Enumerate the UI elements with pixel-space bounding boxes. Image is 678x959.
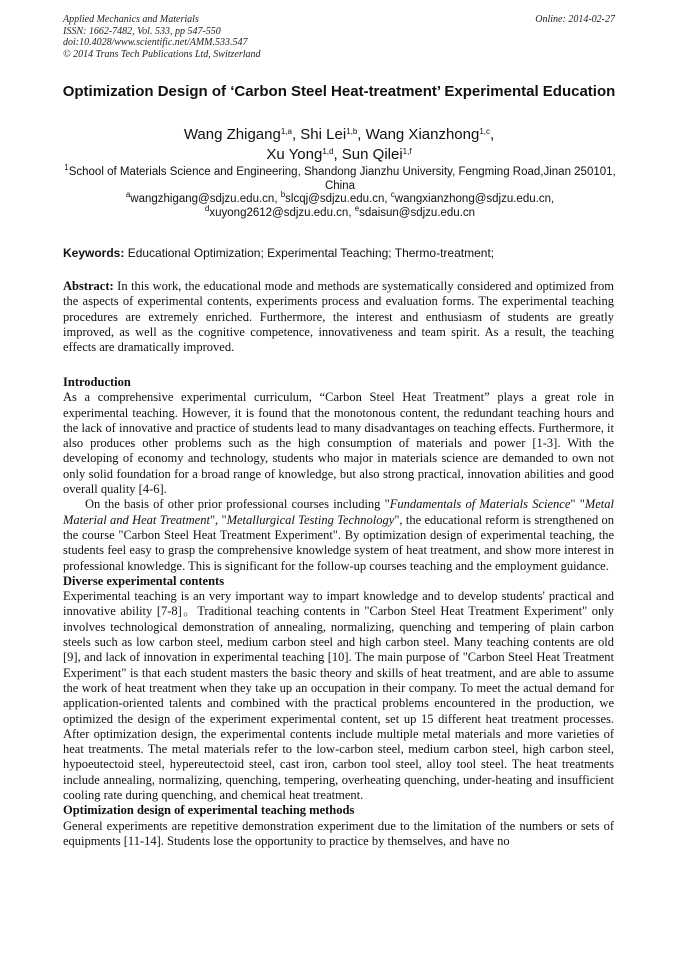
author-name: Xu Yong xyxy=(266,146,323,163)
email-link[interactable]: slcqj@sdjzu.edu.cn xyxy=(285,193,385,205)
keywords xyxy=(63,246,619,260)
email-superscript: b xyxy=(280,190,286,199)
affiliation-superscript: 1 xyxy=(64,163,69,172)
online-date: Online: 2014-02-27 xyxy=(535,14,615,25)
introduction-heading: Introduction xyxy=(63,375,131,389)
journal-name: Applied Mechanics and Materials xyxy=(63,14,199,25)
text-run: On the basis of other prior professional courses including " xyxy=(85,497,390,512)
author-name: Shi Lei xyxy=(300,126,347,143)
introduction-paragraph-1: As a comprehensive experimental curriculum, “Carbon Steel Heat Treatment” plays a great role in experimental teaching. However, it is found that the monotonous content, the redundant teaching hours and the lack of innovative and practice of students lead to many disadvantages on teaching effects. Furthermore, it also produces other problems such as the high consumption of materials and power [1-3]. With the developing of economy and technology, students who major in materials science are demanded to own not only solid foundation for a broad range of knowledge, but also strong practical, innovation abilities and good overall quality [4-6]. xyxy=(63,390,614,497)
doi-line: doi:10.4028/www.scientific.net/AMM.533.547 xyxy=(63,37,248,48)
email-link[interactable]: sdaisun@sdjzu.edu.cn xyxy=(359,206,476,219)
author-name: Wang Zhigang xyxy=(183,126,281,143)
email-superscript: d xyxy=(204,203,210,213)
course-title: Metallurgical Testing Technology xyxy=(226,512,395,527)
email-link[interactable]: wangzhigang@sdjzu.edu.cn xyxy=(130,193,275,205)
page-header xyxy=(63,14,615,60)
email-link[interactable]: wangxianzhong@sdjzu.edu.cn xyxy=(394,193,551,205)
diverse-contents-paragraph: Experimental teaching is an very important way to impart knowledge and to develop students' practical and innovative ability [7-8]。Traditional teaching contents in "Carbon Steel Heat Treatment Experiment" only involves technological demonstration of annealing, normalizing, quenching and tempering of plain carbon steels such as low carbon steel, medium carbon steel and high carbon steel. Many teaching contents are old [9], and lack of innovation in experimental teaching [10]. The main purpose of "Carbon Steel Heat Treatment Experiment" is that each student masters the basic theory and skills of heat treatment, and are able to assume the work of heat treatment when they take up an occupation in their company. To meet the actual demand for application-oriented talents and combined with the practical problems encountered in the production, we optimized the design of the experiment experimental content, set up 15 different heat treatment processes. After optimization design, the experimental contents include multiple metal materials and more varieties of heat treatments. The metal materials refer to the low-carbon steel, medium carbon steel, high carbon steel, hypoeutectoid steel, hypereutectoid steel, cast iron, carbon tool steel, alloy tool steel. The heat treatments include annealing, normalizing, quenching, tempering, overheating quenching, under-heating and insufficient cooling rate during quenching, and chemical heat treatment. xyxy=(63,589,614,803)
abstract-text: In this work, the educational mode and methods are systematically considered and optimized from the aspects of experimental contents, experiments process and evaluation forms. The experimental teaching procedures are extremely enriched. Furthermore, the interest and enthusiasm of students are greatly improved, as well as the cognitive competence, innovativeness and team spirit. As a result, the teaching effects are dramatically improved. xyxy=(63,279,615,355)
abstract xyxy=(63,279,614,355)
affiliation xyxy=(62,163,618,193)
course-title: Fundamentals of Materials Science xyxy=(389,497,571,512)
email-superscript: c xyxy=(390,190,395,199)
email-superscript: a xyxy=(125,190,131,199)
optimization-heading: Optimization design of experimental teaching methods xyxy=(63,803,355,818)
author-superscript: 1,a xyxy=(280,127,292,136)
email-list: $^a$wangzhigang@sdjzu.edu.cn, $^b$slcqj@sdjzu.edu.cn, $^c$wangxianzhong@sdjzu.edu.cn, $^d$xuyong2612@sdjzu.edu.cn, $^e$sdaisun@sdjzu.edu.cn xyxy=(125,190,555,219)
author-list: Wang Zhigang$^{1,a}$, Shi Lei$^{1,b}$, Wang Xianzhong$^{1,c}$, Xu Yong$^{1,d}$, Sun Qilei$^{1,f}$ xyxy=(183,126,495,163)
text-run: ", " xyxy=(209,512,227,527)
author-name: Wang Xianzhong xyxy=(365,126,480,143)
affiliation-text: School of Materials Science and Engineering, Shandong Jianzhu University, Fengming Road,Jinan 250101, China xyxy=(68,166,616,192)
email-superscript: e xyxy=(354,203,360,213)
author-superscript: 1,c xyxy=(479,127,490,136)
text-run: " " xyxy=(570,497,585,512)
abstract-label: Abstract: xyxy=(63,279,114,293)
issn-line: ISSN: 1662-7482, Vol. 533, pp 547-550 xyxy=(63,25,221,37)
diverse-contents-heading: Diverse experimental contents xyxy=(63,573,225,588)
text-run: ", the educational reform is strengthened on the course "Carbon Steel Heat Treatment Experiment". By optimization design of experimental teaching, the students feel easy to grasp the comprehensive knowledge system of heat treatment, and show more interest in professional knowledge. This is significant for the follow-up courses teaching and the employment guidance. xyxy=(63,512,614,573)
main-text xyxy=(63,375,614,849)
author-superscript: 1,f xyxy=(402,147,412,156)
optimization-paragraph: General experiments are repetitive demonstration experiment due to the limitation of the numbers or sets of equipments [11-14]. Students lose the opportunity to practice by themselves, and have no xyxy=(63,818,614,848)
author-superscript: 1,d xyxy=(322,147,334,156)
email-link[interactable]: xuyong2612@sdjzu.edu.cn xyxy=(209,206,349,219)
keywords-label: Keywords: xyxy=(63,246,125,260)
author-superscript: 1,b xyxy=(346,127,358,136)
introduction-paragraph-2 xyxy=(63,497,614,573)
author-name: Sun Qilei xyxy=(341,146,403,163)
paper-title: Optimization Design of ‘Carbon Steel Heat-treatment’ Experimental Education xyxy=(62,83,616,100)
keywords-text: Educational Optimization; Experimental Teaching; Thermo-treatment; xyxy=(127,246,495,260)
course-title: Metal Material and Heat Treatment xyxy=(63,497,614,527)
copyright-line: © 2014 Trans Tech Publications Ltd, Switzerland xyxy=(63,48,261,60)
